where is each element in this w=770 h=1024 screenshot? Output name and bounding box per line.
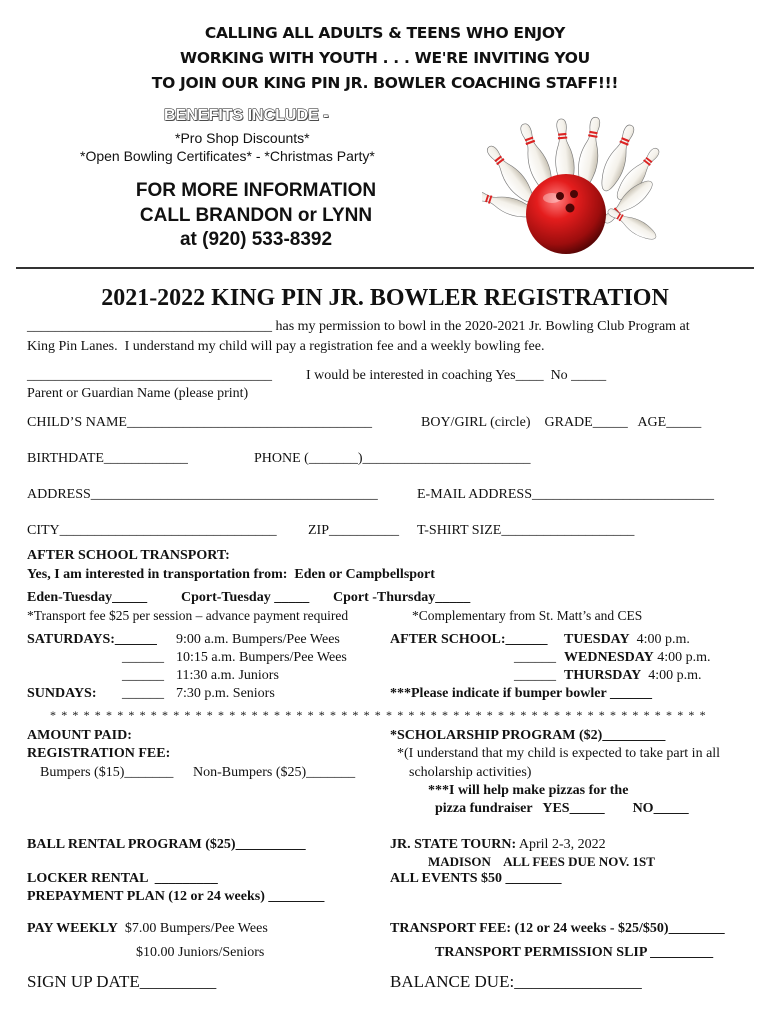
header-line-1: CALLING ALL ADULTS & TEENS WHO ENJOY	[204, 24, 566, 42]
locker-rental-field[interactable]: LOCKER RENTAL _________	[27, 871, 218, 886]
pay-weekly-juniors: $10.00 Juniors/Seniors	[136, 945, 265, 960]
star-divider: * * * * * * * * * * * * * * * * * * * * * * * * * * * * * * * * * * * * * * * * * * * * * * * * * * * * * * * * * * *	[50, 708, 707, 722]
transport-permission-slip-field[interactable]: TRANSPORT PERMISSION SLIP _________	[435, 945, 714, 960]
permission-text-2: King Pin Lanes. I understand my child will pay a registration fee and a weekly bowling fee.	[27, 339, 545, 354]
benefit-pro-shop: *Pro Shop Discounts*	[175, 130, 310, 146]
bumper-bowler-field[interactable]: ***Please indicate if bumper bowler ______	[390, 686, 652, 701]
ball-rental-field[interactable]: BALL RENTAL PROGRAM ($25)__________	[27, 837, 306, 852]
sunday-730-option: 7:30 p.m. Seniors	[176, 686, 275, 701]
saturday-1015-blank[interactable]: ______	[122, 650, 164, 665]
cport-tuesday-field[interactable]: Cport-Tuesday _____	[181, 590, 310, 605]
email-field[interactable]: E-MAIL ADDRESS__________________________	[417, 487, 714, 502]
sundays-label: SUNDAYS:	[27, 686, 97, 701]
registration-title: 2021-2022 KING PIN JR. BOWLER REGISTRATION	[101, 285, 669, 311]
zip-field[interactable]: ZIP__________	[308, 523, 399, 538]
benefit-certificates: *Open Bowling Certificates* - *Christmas Party*	[80, 148, 375, 164]
registration-fee-label: REGISTRATION FEE:	[27, 746, 171, 761]
permission-line[interactable]	[27, 319, 690, 335]
non-bumpers-fee-field[interactable]: Non-Bumpers ($25)_______	[193, 765, 356, 780]
child-name-blank[interactable]: ___________________________________	[27, 319, 272, 334]
address-field[interactable]: ADDRESS_________________________________________	[27, 487, 378, 502]
guardian-name-blank[interactable]: ___________________________________	[27, 368, 272, 383]
balance-due-field[interactable]: BALANCE DUE:_______________	[390, 972, 642, 991]
thursday-blank[interactable]: ______	[514, 668, 556, 683]
complementary-note: *Complementary from St. Matt’s and CES	[412, 608, 643, 623]
contact-line-2: CALL BRANDON or LYNN	[139, 205, 373, 226]
transport-interest: Yes, I am interested in transportation from: Eden or Campbellsport	[27, 567, 435, 582]
sign-up-date-field[interactable]: SIGN UP DATE_________	[27, 972, 217, 991]
sunday-blank[interactable]: ______	[122, 686, 164, 701]
header-line-2: WORKING WITH YOUTH . . . WE'RE INVITING YOU	[180, 49, 590, 67]
contact-phone: at (920) 533-8392	[179, 229, 333, 250]
eden-tuesday-field[interactable]: Eden-Tuesday_____	[27, 590, 148, 605]
contact-line-1: FOR MORE INFORMATION	[135, 180, 377, 201]
wednesday-option: WEDNESDAY 4:00 p.m.	[564, 650, 711, 665]
phone-field[interactable]: PHONE (_______)________________________	[254, 451, 531, 466]
amount-paid-label: AMOUNT PAID:	[27, 728, 132, 743]
after-school-field[interactable]: AFTER SCHOOL:______	[390, 632, 548, 647]
transport-heading: AFTER SCHOOL TRANSPORT:	[27, 548, 230, 563]
pay-weekly-text: PAY WEEKLY $7.00 Bumpers/Pee Wees	[27, 921, 268, 936]
saturdays-field[interactable]: SATURDAYS:______	[27, 632, 157, 647]
guardian-label: Parent or Guardian Name (please print)	[27, 386, 249, 401]
coaching-interest-field[interactable]: I would be interested in coaching Yes____ No _____	[306, 368, 607, 383]
saturday-1015-option: 10:15 a.m. Bumpers/Pee Wees	[176, 650, 347, 665]
benefits-title: BENEFITS INCLUDE -	[164, 107, 329, 124]
prepayment-plan-field[interactable]: PREPAYMENT PLAN (12 or 24 weeks) ________	[27, 889, 325, 904]
madison-fees-due: MADISON ALL FEES DUE NOV. 1ST	[428, 854, 655, 869]
transport-fee-field[interactable]: TRANSPORT FEE: (12 or 24 weeks - $25/$50)________	[390, 921, 725, 936]
city-field[interactable]: CITY_______________________________	[27, 523, 277, 538]
section-divider-line	[16, 267, 754, 269]
saturday-1130-blank[interactable]: ______	[122, 668, 164, 683]
cport-thursday-field[interactable]: Cport -Thursday_____	[333, 590, 471, 605]
birthdate-field[interactable]: BIRTHDATE____________	[27, 451, 188, 466]
permission-text: has my permission to bowl in the 2020-2021 Jr. Bowling Club Program at	[272, 319, 690, 334]
scholarship-note-2: scholarship activities)	[409, 765, 532, 780]
scholarship-note-1: *(I understand that my child is expected to take part in all	[397, 746, 721, 761]
tshirt-size-field[interactable]: T-SHIRT SIZE___________________	[417, 523, 635, 538]
boy-girl-grade-age-field[interactable]: BOY/GIRL (circle) GRADE_____ AGE_____	[421, 415, 702, 430]
child-name-field[interactable]: CHILD’S NAME___________________________________	[27, 415, 372, 430]
saturday-9am-option: 9:00 a.m. Bumpers/Pee Wees	[176, 632, 340, 647]
state-tourn-text: JR. STATE TOURN: April 2-3, 2022	[390, 837, 606, 852]
saturday-1130-option: 11:30 a.m. Juniors	[176, 668, 279, 683]
tuesday-option: TUESDAY 4:00 p.m.	[564, 632, 690, 647]
transport-fee-note: *Transport fee $25 per session – advance payment required	[27, 608, 349, 623]
header-line-3: TO JOIN OUR KING PIN JR. BOWLER COACHING STAFF!!!	[151, 74, 619, 92]
bumpers-fee-field[interactable]: Bumpers ($15)_______	[40, 765, 174, 780]
scholarship-field[interactable]: *SCHOLARSHIP PROGRAM ($2)_________	[390, 728, 666, 743]
pizza-help-text: ***I will help make pizzas for the	[428, 783, 629, 798]
bowling-pins-ball-illustration	[482, 108, 662, 260]
thursday-option: THURSDAY 4:00 p.m.	[564, 668, 702, 683]
wednesday-blank[interactable]: ______	[514, 650, 556, 665]
pizza-fundraiser-field[interactable]: pizza fundraiser YES_____ NO_____	[435, 801, 689, 816]
all-events-field[interactable]: ALL EVENTS $50 ________	[390, 871, 562, 886]
